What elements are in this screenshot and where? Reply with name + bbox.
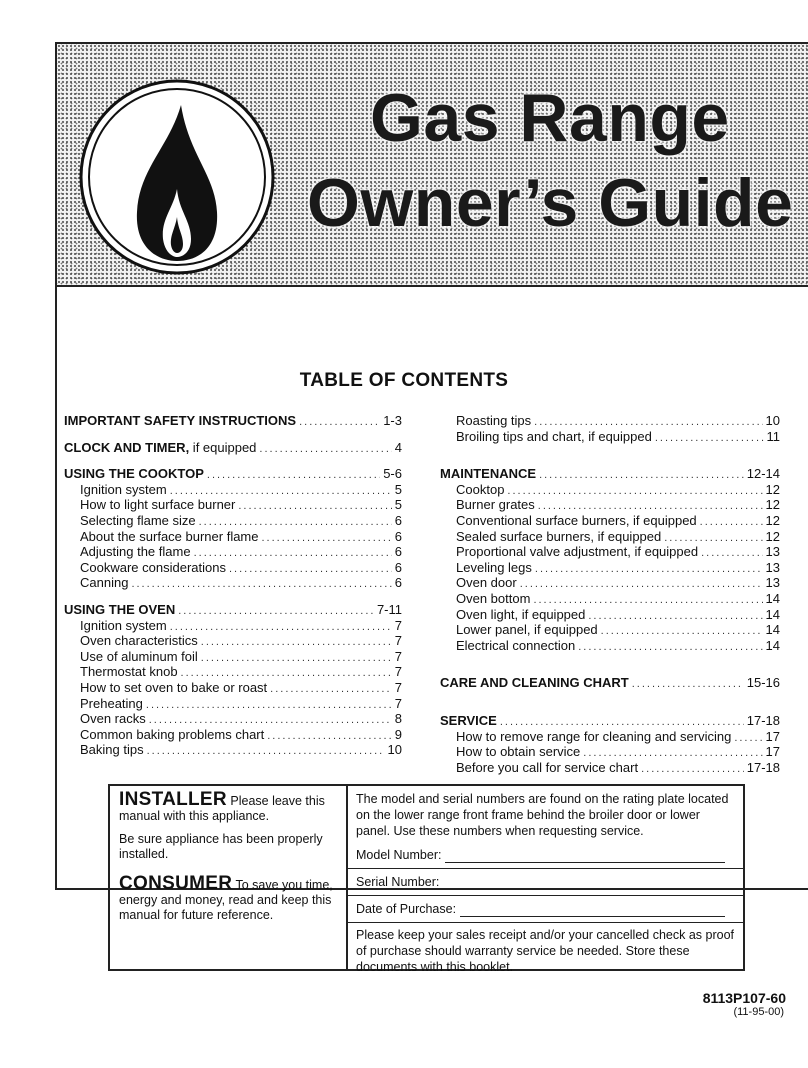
- dot-leader: [262, 531, 392, 546]
- installer-heading: INSTALLER: [119, 789, 227, 810]
- toc-section-entry[interactable]: [64, 441, 402, 457]
- toc-page-number: 13: [765, 544, 780, 560]
- toc-entry-label: About the surface burner flame: [80, 528, 259, 544]
- toc-entry-label: USING THE OVEN: [64, 601, 176, 617]
- toc-page-number: 14: [765, 606, 780, 622]
- toc-page-number: 17: [765, 744, 780, 760]
- dot-leader: [578, 640, 762, 655]
- toc-page-number: 7: [394, 664, 402, 680]
- toc-entry-label: Use of aluminum foil: [80, 648, 198, 664]
- dot-leader: [700, 515, 763, 530]
- flame-logo-icon: [77, 77, 277, 277]
- toc-spacer: [440, 692, 780, 714]
- toc-page-number: 10: [765, 413, 780, 428]
- toc-entry-label: MAINTENANCE: [440, 466, 537, 482]
- consumer-note: [119, 873, 338, 923]
- serial-number-label: Serial Number:: [356, 875, 440, 889]
- dot-leader: [632, 677, 744, 692]
- toc-entry-label: Oven light, if equipped: [456, 606, 586, 622]
- toc-section-entry[interactable]: [440, 676, 780, 692]
- installer-text: Please leave this manual with this appliance.: [119, 794, 325, 823]
- toc-entry-label: Oven door: [456, 575, 517, 591]
- toc-entry-label: Thermostat knob: [80, 664, 178, 680]
- consumer-text: To save you time, energy and money, read and keep this manual for future reference.: [119, 878, 333, 922]
- toc-entry-label: Ignition system: [80, 481, 167, 497]
- toc-entry-label: How to obtain service: [456, 744, 581, 760]
- toc-entry[interactable]: [440, 430, 780, 446]
- toc-entry-label: Selecting flame size: [80, 512, 196, 528]
- toc-page-number: 5-6: [383, 466, 402, 482]
- toc-entry[interactable]: [440, 576, 780, 592]
- toc-spacer: [440, 445, 780, 467]
- toc-entry[interactable]: [64, 483, 402, 499]
- toc-entry-label: Adjusting the flame: [80, 544, 191, 560]
- dot-leader: [534, 415, 762, 430]
- toc-entry-label: SERVICE: [440, 712, 497, 728]
- toc-section-entry[interactable]: [440, 714, 780, 730]
- toc-spacer: [440, 654, 780, 676]
- toc-page-number: 4: [394, 439, 402, 455]
- dot-leader: [199, 515, 392, 530]
- toc-page-number: 7: [394, 695, 402, 711]
- dot-leader: [181, 666, 392, 681]
- toc-entry[interactable]: [64, 545, 402, 561]
- toc-entry-label: Oven racks: [80, 711, 146, 727]
- toc-entry[interactable]: [64, 619, 402, 635]
- toc-entry[interactable]: [64, 697, 402, 713]
- dot-leader: [299, 415, 380, 430]
- divider: [348, 895, 743, 896]
- toc-entry-label: Oven characteristics: [80, 633, 198, 649]
- toc-page-number: 14: [765, 590, 780, 606]
- toc-entry-label: IMPORTANT SAFETY INSTRUCTIONS: [64, 413, 297, 428]
- dot-leader: [170, 620, 392, 635]
- toc-entry-label: Canning: [80, 575, 129, 591]
- toc-entry-label: Before you call for service chart: [456, 759, 639, 775]
- toc-entry[interactable]: [64, 728, 402, 744]
- toc-page-number: 12: [765, 481, 780, 497]
- toc-page-number: 7-11: [376, 601, 402, 617]
- toc-page-number: 17-18: [746, 759, 780, 775]
- rating-plate-note: The model and serial numbers are found on the rating plate located on the lower range front frame behind the broiler door or lower panel. Use these numbers when requesting service.: [356, 792, 729, 838]
- toc-section-entry[interactable]: [440, 467, 780, 483]
- receipt-note: Please keep your sales receipt and/or your cancelled check as proof of purchase should warranty service be needed. Store these documents with this booklet.: [356, 928, 734, 974]
- toc-entry[interactable]: [64, 681, 402, 697]
- dot-leader: [701, 546, 762, 561]
- toc-section-entry[interactable]: [64, 603, 402, 619]
- serial-number-field[interactable]: [443, 878, 725, 890]
- toc-heading: TABLE OF CONTENTS: [299, 370, 509, 391]
- toc-entry[interactable]: [440, 414, 780, 430]
- dot-leader: [734, 731, 762, 746]
- toc-page-number: 9: [394, 726, 402, 742]
- dot-leader: [601, 624, 763, 639]
- toc-page-number: 7: [394, 679, 402, 695]
- toc-entry-label: Preheating: [80, 695, 143, 711]
- toc-entry-label: Broiling tips and chart, if equipped: [456, 428, 652, 444]
- dot-leader: [500, 715, 744, 730]
- toc-entry-label: Cooktop: [456, 481, 505, 497]
- toc-entry-label: Sealed surface burners, if equipped: [456, 528, 662, 544]
- toc-page-number: 13: [765, 575, 780, 591]
- installer-consumer-panel: [110, 786, 348, 969]
- toc-entry[interactable]: [440, 730, 780, 746]
- toc-entry-label: CARE AND CLEANING CHART: [440, 675, 629, 691]
- record-panel: [348, 786, 743, 974]
- dot-leader: [207, 468, 380, 483]
- dot-leader: [507, 484, 762, 499]
- toc-entry-label: Leveling legs: [456, 559, 532, 575]
- toc-entry[interactable]: [64, 514, 402, 530]
- toc-page-number: 10: [387, 742, 402, 758]
- dot-leader: [655, 431, 764, 446]
- title-line-2: Owner’s Guide: [307, 165, 794, 241]
- toc-entry[interactable]: [440, 530, 780, 546]
- dot-leader: [201, 635, 392, 650]
- toc-page-number: 6: [394, 575, 402, 591]
- toc-entry[interactable]: [440, 745, 780, 761]
- toc-entry[interactable]: [64, 561, 402, 577]
- toc-entry[interactable]: [440, 561, 780, 577]
- model-number-field[interactable]: [445, 851, 725, 863]
- toc-page-number: 6: [394, 512, 402, 528]
- toc-entry[interactable]: [64, 665, 402, 681]
- dot-leader: [229, 562, 392, 577]
- toc-entry-label: How to remove range for cleaning and servicing: [456, 728, 732, 744]
- purchase-date-field[interactable]: [460, 905, 725, 917]
- dot-leader: [238, 499, 391, 514]
- toc-entry-label: How to set oven to bake or roast: [80, 679, 268, 695]
- toc-page-number: 6: [394, 544, 402, 560]
- document-date: (11-95-00): [733, 1006, 784, 1018]
- toc-entry-label: CLOCK AND TIMER, if equipped: [64, 439, 257, 455]
- toc-entry[interactable]: [440, 761, 780, 777]
- toc-section-entry[interactable]: [64, 467, 402, 483]
- toc-page-number: 12-14: [746, 466, 780, 482]
- dot-leader: [149, 713, 392, 728]
- toc-page-number: 1-3: [383, 413, 402, 428]
- model-number-label: Model Number:: [356, 848, 442, 862]
- toc-page-number: 13: [765, 559, 780, 575]
- toc-page-number: 12: [765, 512, 780, 528]
- toc-entry[interactable]: [440, 608, 780, 624]
- document-number: 8113P107-60: [702, 990, 786, 1006]
- toc-left-column: [64, 414, 402, 759]
- toc-page-number: 11: [766, 428, 780, 444]
- toc-entry[interactable]: [64, 634, 402, 650]
- toc-section-entry[interactable]: [64, 414, 402, 430]
- toc-entry[interactable]: [64, 530, 402, 546]
- toc-entry[interactable]: [64, 712, 402, 728]
- purchase-date-row: [356, 900, 735, 917]
- dot-leader: [538, 499, 763, 514]
- toc-entry[interactable]: [64, 743, 402, 759]
- toc-page-number: 7: [394, 648, 402, 664]
- dot-leader: [194, 546, 392, 561]
- toc-entry-label: Cookware considerations: [80, 559, 226, 575]
- serial-number-row: [356, 873, 735, 890]
- divider: [348, 868, 743, 869]
- toc-page-number: 5: [394, 497, 402, 513]
- info-box: [108, 784, 745, 974]
- consumer-heading: CONSUMER: [119, 873, 233, 894]
- toc-entry-label: Lower panel, if equipped: [456, 622, 598, 638]
- toc-entry[interactable]: [440, 623, 780, 639]
- toc-entry-label: Roasting tips: [456, 413, 532, 428]
- dot-leader: [535, 562, 763, 577]
- toc-entry[interactable]: [440, 545, 780, 561]
- dot-leader: [146, 698, 392, 713]
- toc-entry[interactable]: [64, 498, 402, 514]
- dot-leader: [270, 682, 392, 697]
- toc-entry-label: Baking tips: [80, 742, 144, 758]
- toc-entry-label: Burner grates: [456, 497, 535, 513]
- toc-entry-label: USING THE COOKTOP: [64, 466, 204, 482]
- toc-entry-label: Conventional surface burners, if equipped: [456, 512, 697, 528]
- toc-page-number: 7: [394, 617, 402, 633]
- toc-entry[interactable]: [64, 576, 402, 592]
- dot-leader: [539, 468, 744, 483]
- toc-page-number: 17-18: [746, 712, 780, 728]
- toc-entry-label: How to light surface burner: [80, 497, 236, 513]
- toc-entry[interactable]: [440, 514, 780, 530]
- toc-page-number: 14: [765, 622, 780, 638]
- toc-entry-label: Common baking problems chart: [80, 726, 265, 742]
- toc-entry[interactable]: [64, 650, 402, 666]
- toc-page-number: 14: [765, 637, 780, 653]
- toc-page-number: 7: [394, 633, 402, 649]
- toc-entry[interactable]: [440, 639, 780, 655]
- dot-leader: [588, 609, 762, 624]
- toc-entry[interactable]: [440, 483, 780, 499]
- installer-note-2: Be sure appliance has been properly installed.: [119, 832, 323, 861]
- dot-leader: [131, 577, 391, 592]
- purchase-date-label: Date of Purchase:: [356, 902, 457, 916]
- toc-page-number: 17: [765, 728, 780, 744]
- dot-leader: [664, 531, 762, 546]
- dot-leader: [520, 577, 763, 592]
- dot-leader: [178, 604, 374, 619]
- divider: [348, 922, 743, 923]
- dot-leader: [583, 746, 762, 761]
- model-number-row: [356, 846, 735, 863]
- toc-page-number: 12: [765, 497, 780, 513]
- title-line-1: Gas Range: [370, 80, 730, 156]
- toc-entry[interactable]: [440, 592, 780, 608]
- toc-page-number: 8: [394, 711, 402, 727]
- dot-leader: [641, 762, 744, 777]
- toc-entry-label: Ignition system: [80, 617, 167, 633]
- toc-page-number: 6: [394, 559, 402, 575]
- toc-entry-label: Electrical connection: [456, 637, 576, 653]
- toc-page-number: 6: [394, 528, 402, 544]
- dot-leader: [147, 744, 385, 759]
- dot-leader: [533, 593, 762, 608]
- toc-entry-label: Proportional valve adjustment, if equipped: [456, 544, 699, 560]
- dot-leader: [259, 442, 391, 457]
- toc-entry[interactable]: [440, 498, 780, 514]
- installer-note: [119, 789, 338, 824]
- toc-page-number: 5: [394, 481, 402, 497]
- toc-entry-label: Oven bottom: [456, 590, 531, 606]
- toc-right-column: [440, 414, 780, 776]
- dot-leader: [170, 484, 392, 499]
- toc-page-number: 15-16: [746, 675, 780, 691]
- dot-leader: [267, 729, 392, 744]
- toc-page-number: 12: [765, 528, 780, 544]
- toc-entry-qualifier: if equipped: [189, 439, 257, 455]
- dot-leader: [201, 651, 392, 666]
